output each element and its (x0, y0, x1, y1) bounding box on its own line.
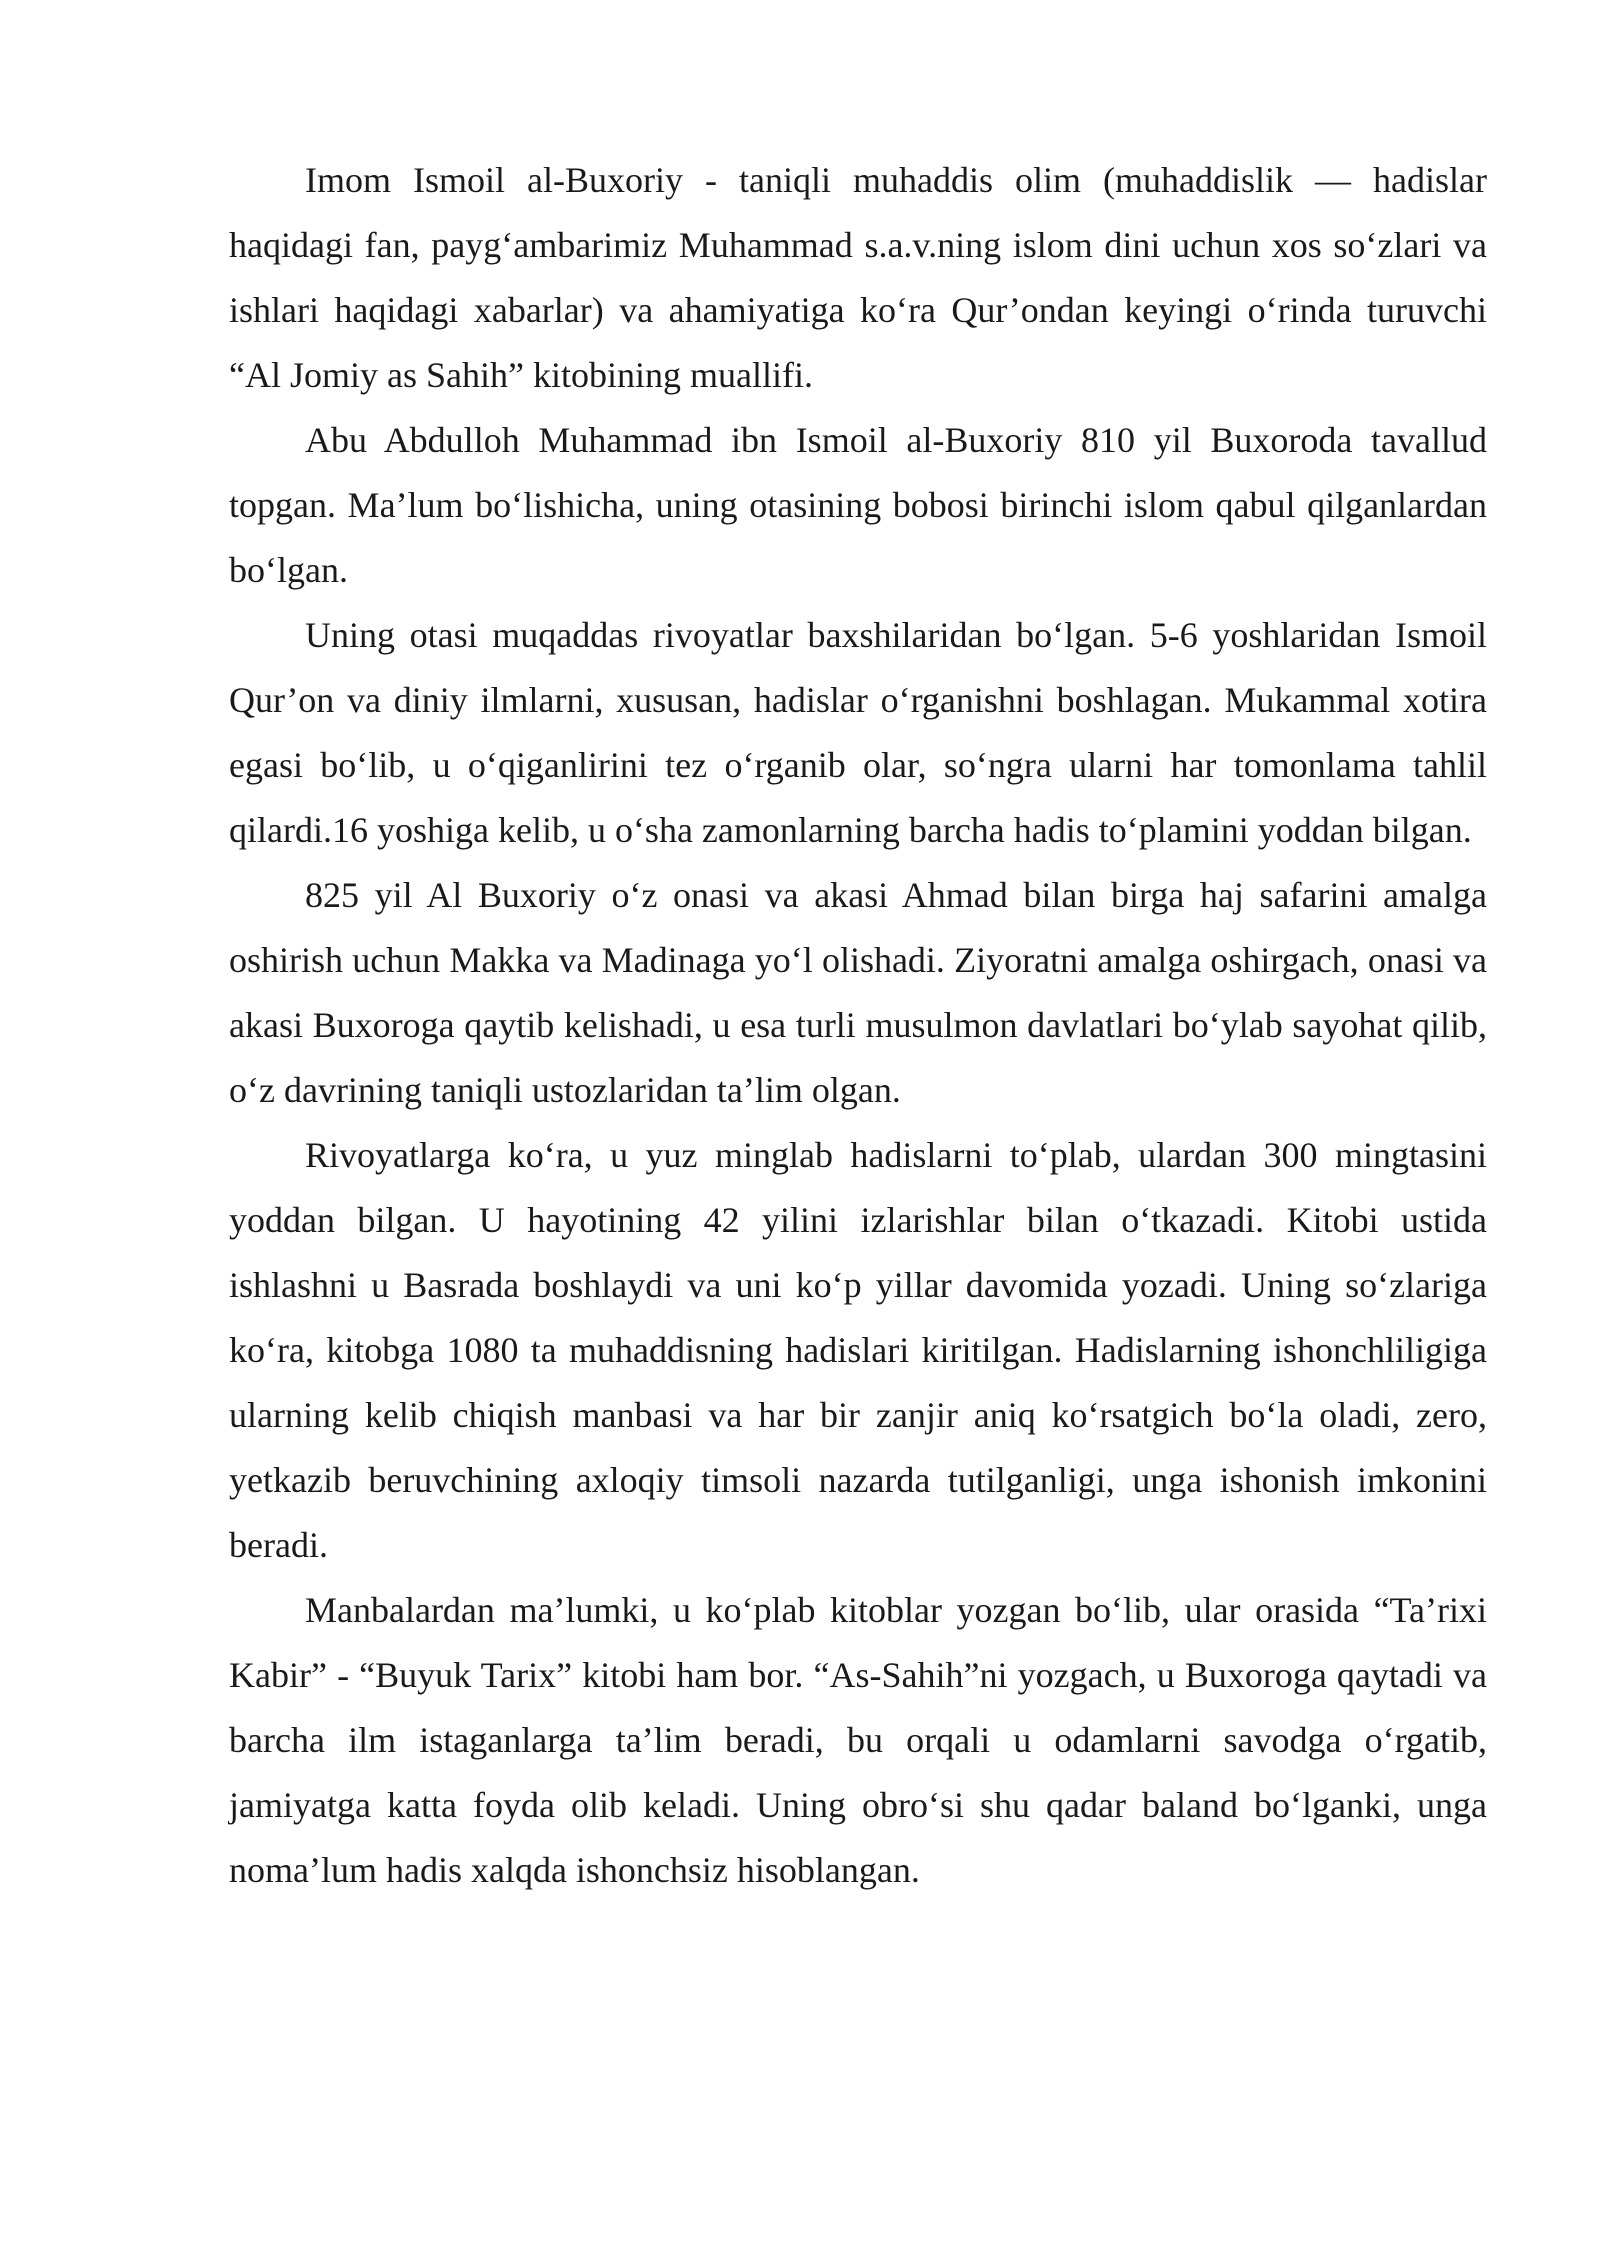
paragraph: Manbalardan ma’lumki, u ko‘plab kitoblar yozgan bo‘lib, ular orasida “Ta’rixi Kabir” - “Buyuk Tarix” kitobi ham bor. “As-Sahih”ni yozgach, u Buxoroga qaytadi va barcha ilm istaganlarga ta’lim beradi, bu orqali u odamlarni savodga o‘rgatib, jamiyatga katta foyda olib keladi. Uning obro‘si shu qadar baland bo‘lganki, unga noma’lum hadis xalqda ishonchsiz hisoblangan. (229, 1590, 1487, 1890)
paragraph: Uning otasi muqaddas rivoyatlar baxshilaridan bo‘lgan. 5-6 yoshlaridan Ismoil Qur’on va diniy ilmlarni, xususan, hadislar o‘rganishni boshlagan. Mukammal xotira egasi bo‘lib, u o‘qiganlirini tez o‘rganib olar, so‘ngra ularni har tomonlama tahlil qilardi.16 yoshiga kelib, u o‘sha zamonlarning barcha hadis to‘plamini yoddan bilgan. (229, 615, 1487, 850)
document-body (229, 148, 1487, 1903)
paragraph: Imom Ismoil al-Buxoriy - taniqli muhaddis olim (muhaddislik — hadislar haqidagi fan, payg‘ambarimiz Muhammad s.a.v.ning islom dini uchun xos so‘zlari va ishlari haqidagi xabarlar) va ahamiyatiga ko‘ra Qur’ondan keyingi o‘rinda turuvchi “Al Jomiy as Sahih” kitobining muallifi. (229, 160, 1487, 395)
paragraph: Abu Abdulloh Muhammad ibn Ismoil al-Buxoriy 810 yil Buxoroda tavallud topgan. Ma’lum bo‘lishicha, uning otasining bobosi birinchi islom qabul qilganlardan bo‘lgan. (229, 420, 1487, 590)
paragraph: 825 yil Al Buxoriy o‘z onasi va akasi Ahmad bilan birga haj safarini amalga oshirish uchun Makka va Madinaga yo‘l olishadi. Ziyoratni amalga oshirgach, onasi va akasi Buxoroga qaytib kelishadi, u esa turli musulmon davlatlari bo‘ylab sayohat qilib, o‘z davrining taniqli ustozlaridan ta’lim olgan. (229, 875, 1487, 1110)
paragraph: Rivoyatlarga ko‘ra, u yuz minglab hadislarni to‘plab, ulardan 300 mingtasini yoddan bilgan. U hayotining 42 yilini izlarishlar bilan o‘tkazadi. Kitobi ustida ishlashni u Basrada boshlaydi va uni ko‘p yillar davomida yozadi. Uning so‘zlariga ko‘ra, kitobga 1080 ta muhaddisning hadislari kiritilgan. Hadislarning ishonchliligiga ularning kelib chiqish manbasi va har bir zanjir aniq ko‘rsatgich bo‘la oladi, zero, yetkazib beruvchining axloqiy timsoli nazarda tutilganligi, unga ishonish imkonini beradi. (229, 1135, 1487, 1565)
